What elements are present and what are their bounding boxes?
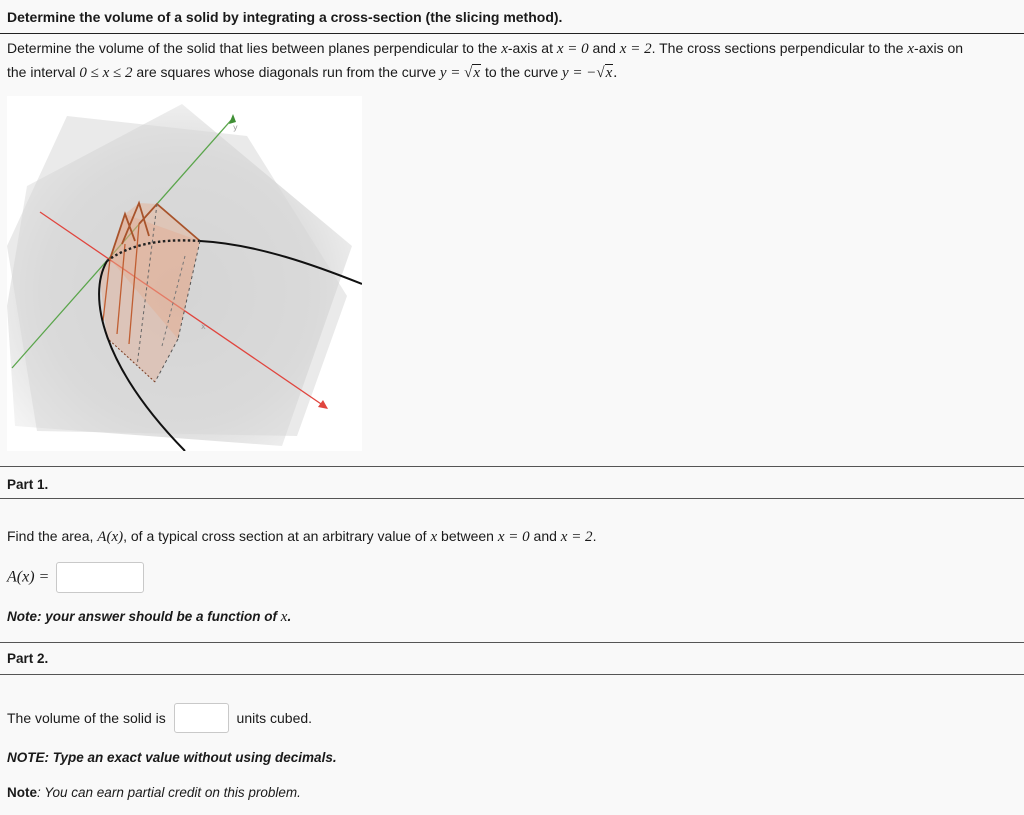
math-sqrt-x — [472, 61, 481, 86]
math-A-of-x: A(x) — [97, 529, 124, 545]
part1-heading: Part 1. — [7, 477, 49, 492]
problem-text: to the curve — [481, 64, 563, 80]
volume-prompt: The volume of the solid is — [7, 710, 166, 726]
prompt-text: between — [437, 528, 498, 544]
math-x-equals-2: x = 2 — [560, 529, 593, 545]
problem-title: Determine the volume of a solid by integrating a cross-section (the slicing method). — [7, 9, 563, 25]
prompt-text: and — [529, 528, 561, 544]
part1-bottom-divider — [0, 498, 1024, 499]
note-bold: Note — [7, 785, 37, 800]
problem-text: and — [588, 40, 620, 56]
problem-line-1 — [7, 36, 963, 62]
math-interval: 0 ≤ x ≤ 2 — [79, 65, 133, 81]
volume-answer-input[interactable] — [174, 703, 229, 733]
volume-answer-row — [7, 703, 312, 733]
note-rest: : You can earn partial credit on this problem. — [37, 785, 301, 800]
math-x: x — [280, 609, 288, 625]
part2-heading: Part 2. — [7, 651, 49, 666]
y-axis-label: y — [233, 123, 238, 132]
problem-text: . The cross sections perpendicular to the — [651, 40, 908, 56]
note-text: Note: your answer should be a function of — [7, 609, 281, 624]
radicand: x — [473, 65, 481, 81]
area-answer-row — [7, 562, 144, 593]
part2-top-divider — [0, 642, 1024, 643]
problem-text: are squares whose diagonals run from the curve — [132, 64, 440, 80]
problem-line-2 — [7, 60, 617, 86]
sqrt-symbol: √ — [464, 65, 473, 81]
prompt-text: Find the area, — [7, 528, 98, 544]
part1-prompt — [7, 524, 596, 550]
prompt-text: , of a typical cross section at an arbitrary value of — [123, 528, 431, 544]
problem-text: Determine the volume of the solid that lies between planes perpendicular to the — [7, 40, 502, 56]
math-x: x — [907, 41, 915, 57]
solid-figure — [7, 96, 362, 451]
volume-units: units cubed. — [236, 710, 313, 726]
problem-text: -axis on — [914, 40, 964, 56]
partial-credit-note — [7, 785, 301, 800]
math-x: x — [430, 529, 438, 545]
math-x-equals-0: x = 0 — [497, 529, 530, 545]
part1-note — [7, 609, 291, 626]
radicand: x — [605, 65, 613, 81]
period: . — [613, 65, 618, 81]
part1-top-divider — [0, 466, 1024, 467]
area-answer-input[interactable] — [56, 562, 144, 593]
math-x-equals-2: x = 2 — [619, 41, 652, 57]
x-axis-label: x — [201, 322, 206, 331]
part2-note: NOTE: Type an exact value without using decimals. — [7, 750, 337, 765]
period: . — [592, 528, 597, 544]
problem-text: -axis at — [507, 40, 557, 56]
solid-figure-svg — [7, 96, 362, 451]
math-curve-1: y = — [439, 65, 465, 81]
title-divider — [0, 33, 1024, 34]
sqrt-symbol: √ — [596, 65, 605, 81]
math-x-equals-0: x = 0 — [556, 41, 589, 57]
period: . — [287, 609, 292, 624]
part2-bottom-divider — [0, 674, 1024, 675]
problem-text: the interval — [7, 64, 80, 80]
math-x: x — [501, 41, 508, 57]
math-curve-2: y = − — [562, 65, 597, 81]
area-answer-label: A(x) = — [7, 568, 50, 586]
